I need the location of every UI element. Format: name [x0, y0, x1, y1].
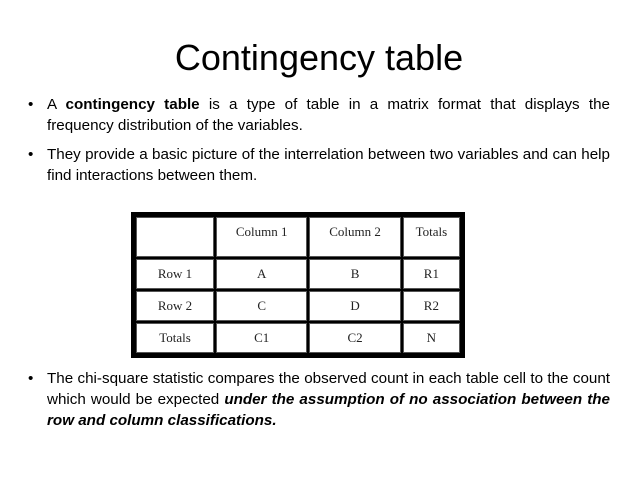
slide-title: Contingency table: [174, 37, 464, 78]
bullet-definition: [28, 94, 610, 136]
bullet-chi-square: [28, 368, 610, 431]
table-corner-cell: [136, 217, 214, 257]
bullet-dot: •: [28, 370, 34, 387]
table-header-cell: Column 1: [216, 217, 307, 257]
table-header-row: [136, 217, 460, 257]
table-row: [136, 323, 460, 353]
table-cell: D: [309, 291, 400, 321]
chi-square-bullet-list: [28, 368, 610, 439]
table-cell: C1: [216, 323, 307, 353]
bullet-dot: •: [28, 146, 34, 163]
table-header-cell: Totals: [403, 217, 460, 257]
table-row-label: Row 2: [136, 291, 214, 321]
table-cell: R1: [403, 259, 460, 289]
table-row: [136, 291, 460, 321]
intro-bullet-list: [28, 94, 610, 194]
contingency-table: [134, 215, 462, 355]
bullet-text: is a type of table in a matrix format that displays the frequency distribution of the variables.: [47, 96, 610, 134]
bullet-dot: •: [28, 96, 34, 113]
bullet-text: A: [47, 96, 66, 113]
bullet-purpose: [28, 144, 610, 186]
bullet-text: They provide a basic picture of the interrelation between two variables and can help find interactions between them.: [47, 146, 610, 184]
table-cell: C2: [309, 323, 400, 353]
table-cell: A: [216, 259, 307, 289]
bullet-term: contingency table: [65, 96, 200, 113]
contingency-table-frame: [131, 212, 465, 358]
table-cell: R2: [403, 291, 460, 321]
bullet-text: The chi-square statistic compares the observed count in each table cell to the count which would be expected: [47, 370, 610, 408]
table-cell: N: [403, 323, 460, 353]
table-row-label: Row 1: [136, 259, 214, 289]
bullet-emphasis: under the assumption of no association between the row and column classifications.: [47, 391, 610, 429]
table-row-label: Totals: [136, 323, 214, 353]
table-cell: B: [309, 259, 400, 289]
table-cell: C: [216, 291, 307, 321]
table-row: [136, 259, 460, 289]
table-header-cell: Column 2: [309, 217, 400, 257]
